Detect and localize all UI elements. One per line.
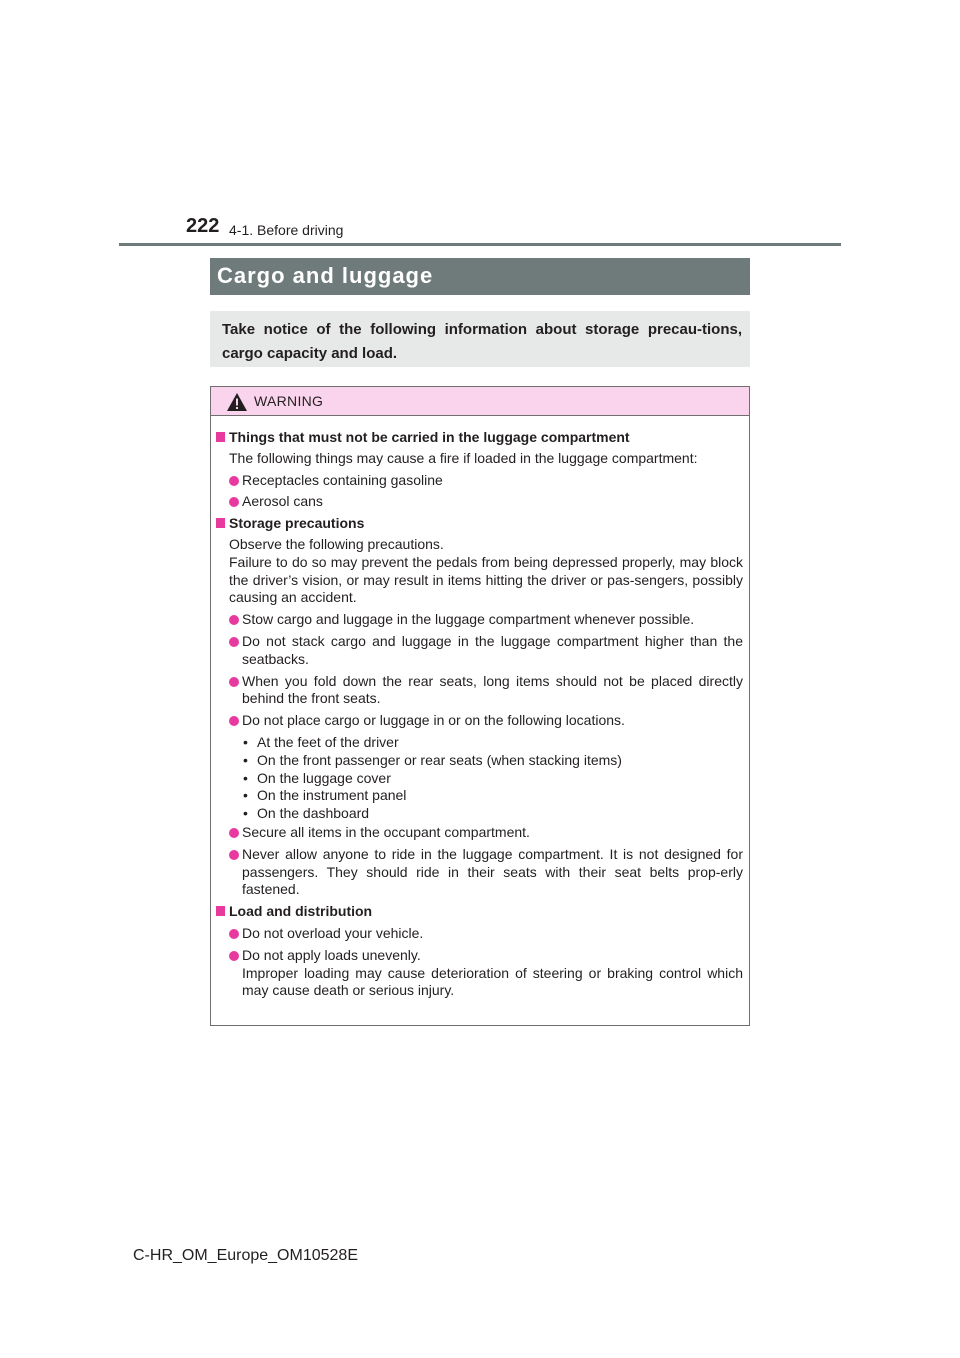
round-bullet-icon (229, 850, 239, 860)
round-bullet-icon (229, 497, 239, 507)
warning-box (210, 386, 750, 1026)
list-item (216, 712, 743, 730)
warning-label: WARNING (254, 393, 324, 409)
section-heading (216, 515, 743, 533)
heading-text: Load and distribution (229, 903, 373, 920)
list-item (216, 472, 743, 490)
list-item (216, 846, 743, 899)
sub-item-text: On the luggage cover (257, 769, 391, 786)
warning-body (211, 416, 749, 1000)
warning-triangle-icon (226, 392, 248, 412)
list-item (216, 925, 743, 943)
list-item-text: Secure all items in the occupant compartment. (242, 823, 530, 840)
list-item-text: Stow cargo and luggage in the luggage compartment whenever possible. (242, 611, 695, 628)
list-item (216, 493, 743, 511)
header-rule (119, 243, 841, 246)
sub-item-text: On the front passenger or rear seats (when stacking items) (257, 751, 622, 768)
round-bullet-icon (229, 828, 239, 838)
round-bullet-icon (229, 677, 239, 687)
sub-list-item (216, 770, 743, 788)
list-item-text: Receptacles containing gasoline (242, 471, 443, 488)
list-item (216, 611, 743, 629)
sub-item-text: At the feet of the driver (257, 733, 399, 750)
sub-item-text: On the instrument panel (257, 787, 407, 804)
round-bullet-icon (229, 615, 239, 625)
sub-bullet-icon: • (243, 751, 248, 768)
list-item-extra-text: Improper loading may cause deterioration of steering or braking control which may cause death or serious injury. (242, 964, 743, 999)
sub-list-item (216, 805, 743, 823)
sub-bullet-icon: • (243, 787, 248, 804)
list-item (216, 947, 743, 1000)
sub-list-item (216, 752, 743, 770)
sub-item-text: On the dashboard (257, 805, 370, 822)
list-item (216, 824, 743, 842)
round-bullet-icon (229, 637, 239, 647)
list-item-text: Aerosol cans (242, 493, 323, 510)
list-item-text: When you fold down the rear seats, long items should not be placed directly behind the front seats. (242, 672, 743, 707)
heading-text: Storage precautions (229, 515, 365, 532)
round-bullet-icon (229, 476, 239, 486)
intro-box (210, 311, 750, 367)
square-bullet-icon (216, 518, 225, 528)
document-code: C-HR_OM_Europe_OM10528E (133, 1247, 358, 1264)
list-item-text: Do not apply loads unevenly. (242, 946, 421, 963)
list-item-text: Do not overload your vehicle. (242, 924, 424, 941)
title-bar (210, 258, 750, 295)
sub-bullet-icon: • (243, 769, 248, 786)
sub-bullet-icon: • (243, 733, 248, 750)
list-item (216, 633, 743, 669)
page-number: 222 (186, 215, 220, 237)
section-heading (216, 903, 743, 921)
square-bullet-icon (216, 906, 225, 916)
page-title: Cargo and luggage (217, 263, 434, 288)
round-bullet-icon (229, 716, 239, 726)
sub-bullet-icon: • (243, 805, 248, 822)
intro-text: Take notice of the following information about storage precau-tions, cargo capacity and load. (222, 321, 742, 362)
paragraph: Failure to do so may prevent the pedals from being depressed properly, may block the driver’s vision, or may result in items hitting the driver or pas-sengers, possibly causing an accident. (229, 553, 743, 606)
paragraph: Observe the following precautions. (229, 535, 444, 552)
list-item-text: Do not place cargo or luggage in or on the following locations. (242, 712, 625, 729)
round-bullet-icon (229, 951, 239, 961)
list-item (216, 673, 743, 709)
sub-list-item (216, 787, 743, 805)
list-item-text: Never allow anyone to ride in the luggage compartment. It is not designed for passengers. They should ride in their seats with their seat belts prop-erly fastened. (242, 845, 743, 898)
heading-text: Things that must not be carried in the luggage compartment (229, 429, 630, 445)
paragraph: The following things may cause a fire if loaded in the luggage compartment: (229, 449, 698, 466)
sub-list-item (216, 734, 743, 752)
round-bullet-icon (229, 929, 239, 939)
section-title: 4-1. Before driving (229, 222, 344, 238)
list-item-text: Do not stack cargo and luggage in the luggage compartment higher than the seatbacks. (242, 632, 743, 667)
square-bullet-icon (216, 432, 225, 442)
warning-header (211, 387, 749, 416)
section-heading (216, 429, 743, 447)
